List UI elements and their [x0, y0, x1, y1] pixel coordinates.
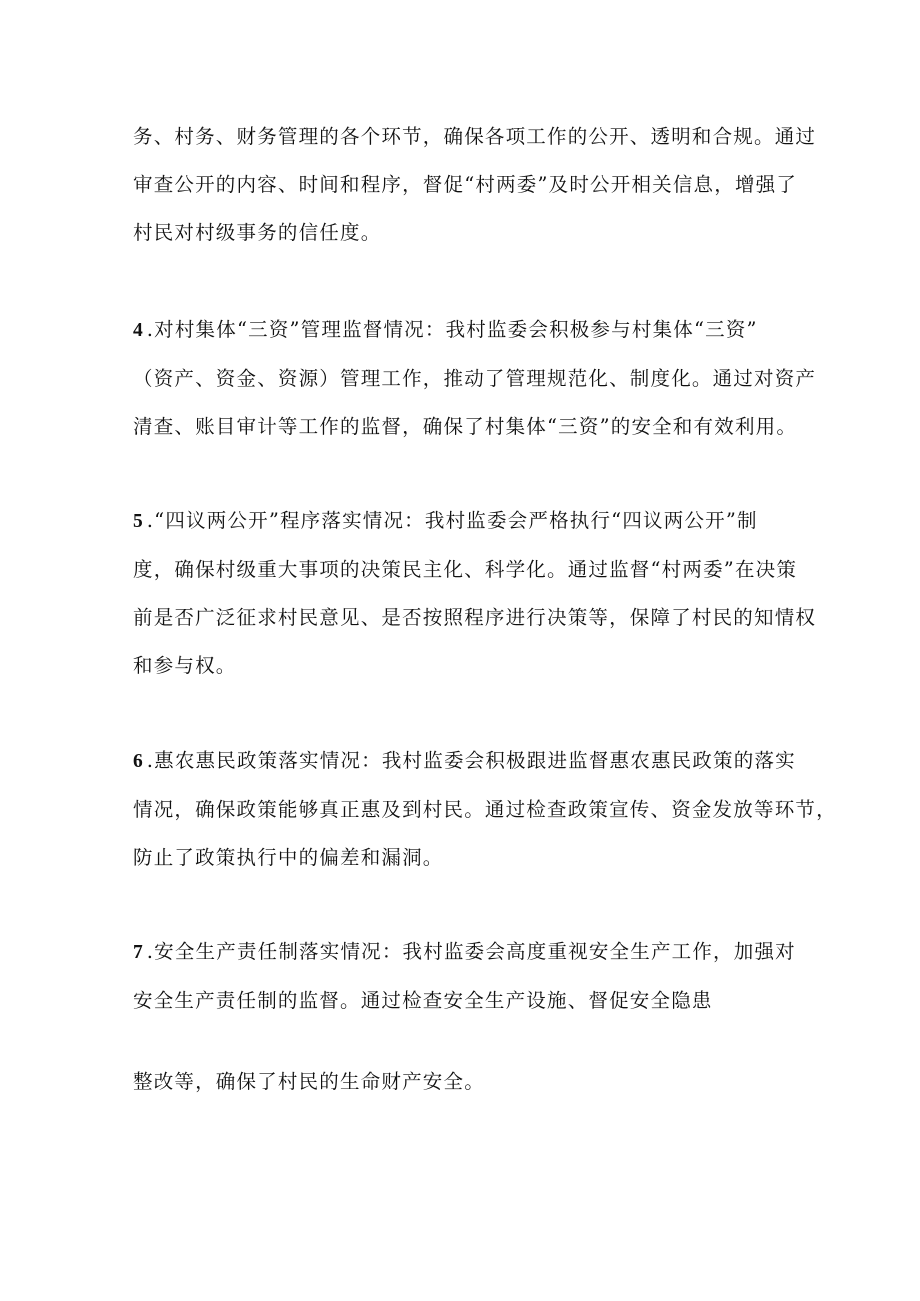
- text-line-content: .安全生产责任制落实情况：我村监委会高度重视安全生产工作，加强对: [146, 940, 796, 963]
- text-line: [133, 497, 789, 546]
- text-line: [133, 928, 796, 977]
- text-line: 村民对村级事务的信任度。: [133, 221, 382, 244]
- text-line-content: .对村集体“三资”管理监督情况：我村监委会积极参与村集体“三资”: [146, 318, 758, 341]
- paragraph-item-4: [133, 306, 817, 451]
- item-number: 6: [133, 751, 143, 772]
- text-line: 安全生产责任制的监督。通过检查安全生产设施、督促安全隐患: [133, 989, 713, 1012]
- text-line: 审查公开的内容、时间和程序，督促“村两委”及时公开相关信息，增强了: [133, 173, 798, 196]
- text-line: 情况，确保政策能够真正惠及到村民。通过检查政策宣传、资金发放等环节，: [133, 798, 837, 821]
- text-line-content: .“四议两公开”程序落实情况：我村监委会严格执行“四议两公开”制: [146, 509, 758, 532]
- text-line: [133, 306, 789, 355]
- paragraph-item-7: [133, 928, 796, 1025]
- text-line: [133, 737, 796, 786]
- paragraph-continued: [133, 113, 817, 257]
- text-line: 整改等，确保了村民的生命财产安全。: [133, 1070, 485, 1093]
- paragraph-item-6: [133, 737, 837, 882]
- text-line: 清查、账目审计等工作的监督，确保了村集体“三资”的安全和有效利用。: [133, 415, 798, 438]
- item-number: 7: [133, 942, 143, 963]
- paragraph-item-5: [133, 497, 817, 690]
- text-line: 度，确保村级重大事项的决策民主化、科学化。通过监督“村两委”在决策: [133, 558, 798, 581]
- text-line: 和参与权。: [133, 654, 237, 677]
- paragraph-item-7-continued: [133, 1058, 789, 1106]
- item-number: 5: [133, 511, 143, 532]
- item-number: 4: [133, 320, 143, 341]
- text-line: （资产、资金、资源）管理工作，推动了管理规范化、制度化。通过对资产: [133, 367, 817, 390]
- text-line-content: .惠农惠民政策落实情况：我村监委会积极跟进监督惠农惠民政策的落实: [146, 749, 796, 772]
- text-line: 防止了政策执行中的偏差和漏洞。: [133, 846, 444, 869]
- text-line: 务、村务、财务管理的各个环节，确保各项工作的公开、透明和合规。通过: [133, 125, 817, 148]
- text-line: 前是否广泛征求村民意见、是否按照程序进行决策等，保障了村民的知情权: [133, 606, 817, 629]
